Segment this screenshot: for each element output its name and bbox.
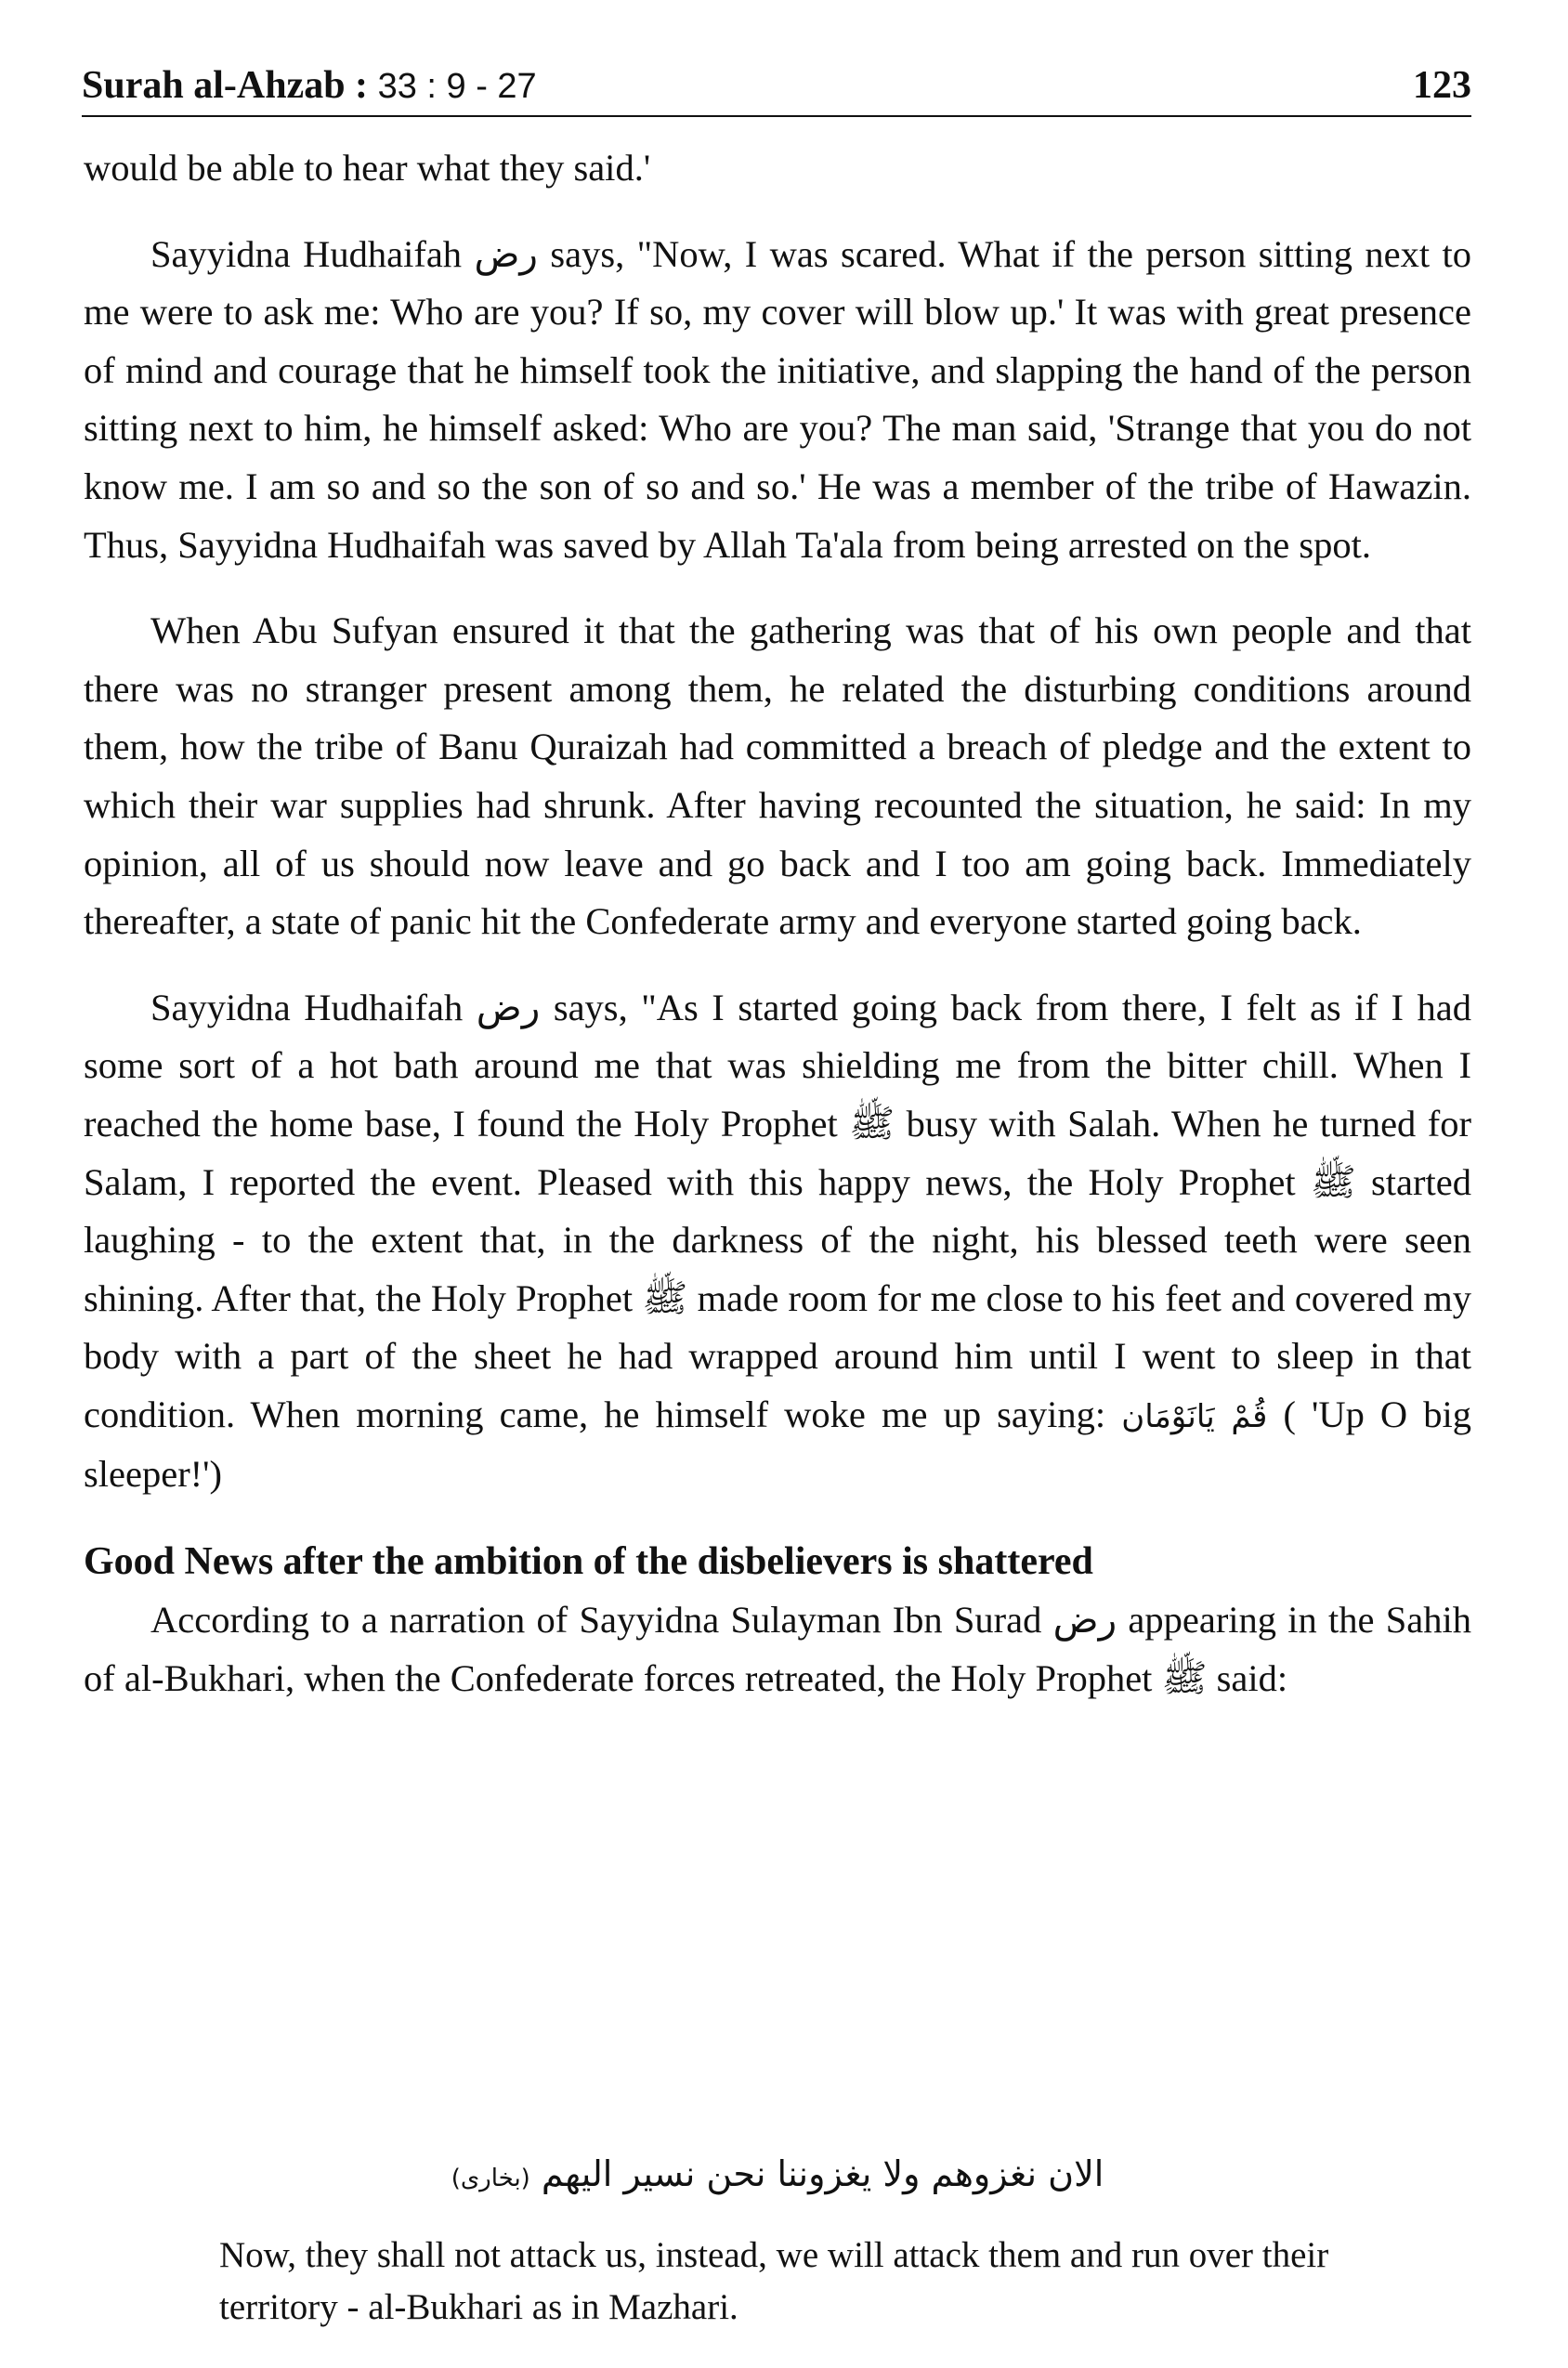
- hadith-arabic-text: الان نغزوهم ولا يغزوننا نحن نسير اليهم: [541, 2153, 1104, 2194]
- section-heading: Good News after the ambition of the disbelievers is shattered: [84, 1540, 1093, 1584]
- paragraph-hudhaifah-return-end: ( 'Up O big sleeper!'): [84, 1393, 1472, 1496]
- paragraph-hudhaifah-scared: Sayyidna Hudhaifah رض says, "Now, I was scared. What if the person sitting next to me were to ask me: Who are you? If so, my cover will blow up.' It was with great presence of mind and courage that he himself took the initiative, and slapping the hand of the person sitting next to him, he himself asked: Who are you? The man said, 'Strange that you do not know me. I am so and so the son of so and so.' He was a member of the tribe of Hawazin. Thus, Sayyidna Hudhaifah was saved by Allah Ta'ala from being arrested on the spot.: [84, 232, 1471, 566]
- verse-reference: 33 : 9 - 27: [377, 67, 537, 106]
- hadith-translation: Now, they shall not attack us, instead, we will attack them and run over their territory - al-Bukhari as in Mazhari.: [219, 2235, 1329, 2327]
- paragraph-hudhaifah-return-text: Sayyidna Hudhaifah رض says, "As I started going back from there, I felt as if I had some sort of a hot bath around me that was shielding me from the bitter chill. When I reached the home base, I found the Holy Prophet ﷺ busy with Salah. When he turned for Salam, I reported the event. Pleased with this happy news, the Holy Prophet ﷺ started laughing - to the extent that, in the darkness of the night, his blessed teeth were seen shining. After that, the Holy Prophet ﷺ made room for me close to his feet and covered my body with a part of the sheet he had wrapped around him until I went to sleep in that condition. When morning came, he himself woke me up saying:: [84, 986, 1472, 1435]
- paragraph-continuation: would be able to hear what they said.': [84, 147, 651, 189]
- running-title: [82, 63, 537, 115]
- hadith-arabic: [84, 2153, 1471, 2194]
- body-text: [84, 139, 1471, 1707]
- hadith-source: (بخارى): [451, 2165, 530, 2192]
- paragraph-sulayman-narration: According to a narration of Sayyidna Sulayman Ibn Surad رض appearing in the Sahih of al-Bukhari, when the Confederate forces retreated, the Holy Prophet ﷺ said:: [84, 1599, 1471, 1699]
- page-number: 123: [1413, 64, 1471, 107]
- surah-title: Surah al-Ahzab :: [82, 64, 369, 107]
- paragraph-abu-sufyan: When Abu Sufyan ensured it that the gathering was that of his own people and that there was no stranger present among them, he related the disturbing conditions around them, how the tribe of Banu Quraizah had committed a breach of pledge and the extent to which their war supplies had shrunk. After having recounted the situation, he said: In my opinion, all of us should now leave and go back and I too am going back. Immediately thereafter, a state of panic hit the Confederate army and everyone started going back.: [84, 609, 1471, 943]
- page-header: [82, 48, 1471, 117]
- arabic-phrase-up-sleeper: قُمْ يَانَوْمَان: [1121, 1397, 1268, 1435]
- paragraph-hudhaifah-return: [84, 979, 1471, 1504]
